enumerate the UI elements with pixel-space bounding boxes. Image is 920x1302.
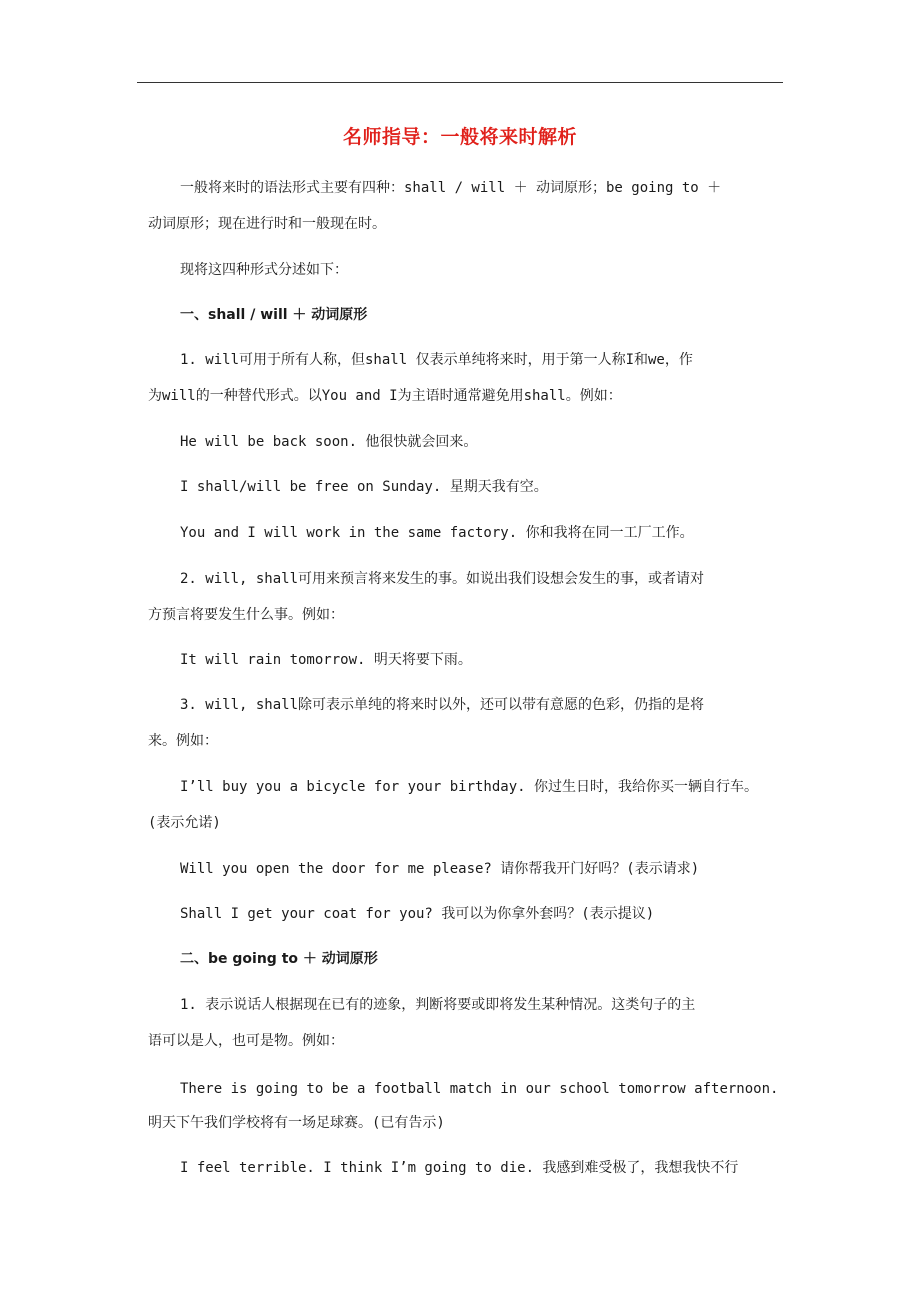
example-line: I’ll buy you a bicycle for your birthday. 你过生日时，我给你买一辆自行车。 (180, 779, 759, 795)
example-line: There is going to be a football match in our school tomorrow afternoon. (180, 1081, 779, 1097)
paragraph-line: 来。例如： (148, 733, 218, 749)
paragraph-line: 1. will可用于所有人称，但shall 仅表示单纯将来时，用于第一人称I和we，作 (180, 352, 693, 368)
example-line: (表示允诺) (148, 815, 221, 831)
paragraph-line: 方预言将要发生什么事。例如： (148, 607, 344, 623)
section-heading: 二、be going to ＋ 动词原形 (180, 951, 378, 967)
example-line: Will you open the door for me please? 请你帮我开门好吗？(表示请求) (180, 861, 700, 877)
paragraph-line: 为will的一种替代形式。以You and I为主语时通常避免用shall。例如： (148, 388, 622, 404)
example-line: 明天下午我们学校将有一场足球赛。(已有告示) (148, 1115, 445, 1131)
example-line: You and I will work in the same factory. 你和我将在同一工厂工作。 (180, 525, 694, 541)
paragraph-line: 一般将来时的语法形式主要有四种：shall / will ＋ 动词原形；be going to ＋ (180, 180, 722, 196)
section-heading: 一、shall / will ＋ 动词原形 (180, 307, 368, 323)
document-title: 名师指导：一般将来时解析 (342, 126, 577, 148)
example-line: He will be back soon. 他很快就会回来。 (180, 434, 478, 450)
paragraph-line: 动词原形；现在进行时和一般现在时。 (148, 216, 386, 232)
example-line: I shall/will be free on Sunday. 星期天我有空。 (180, 479, 548, 495)
paragraph-line: 3. will, shall除可表示单纯的将来时以外，还可以带有意愿的色彩，仍指的是将 (180, 697, 705, 713)
example-line: Shall I get your coat for you? 我可以为你拿外套吗？(表示提议) (180, 906, 655, 922)
paragraph-line: 语可以是人，也可是物。例如： (148, 1033, 344, 1049)
paragraph-line: 现将这四种形式分述如下： (180, 262, 348, 278)
paragraph-line: 1. 表示说话人根据现在已有的迹象，判断将要或即将发生某种情况。这类句子的主 (180, 997, 696, 1013)
example-line: It will rain tomorrow. 明天将要下雨。 (180, 652, 472, 668)
header-rule (137, 82, 783, 83)
paragraph-line: 2. will, shall可用来预言将来发生的事。如说出我们设想会发生的事，或者请对 (180, 571, 705, 587)
example-line: I feel terrible. I think I’m going to die. 我感到难受极了，我想我快不行 (180, 1160, 739, 1176)
